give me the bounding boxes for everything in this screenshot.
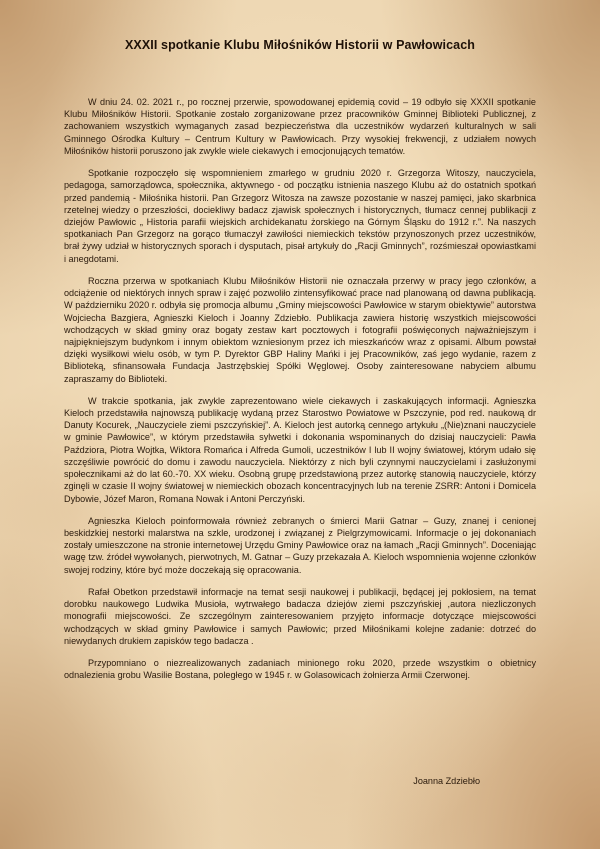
- paragraph: Agnieszka Kieloch poinformowała również zebranych o śmierci Marii Gatnar – Guzy, znanej i cenionej beskidzkiej nestorki malarstwa na szkle, urodzonej i związanej z Pielgrzymowicami. Informacje o jej dokonaniach zostały umieszczone na stronie internetowej Urzędu Gminy Pawłowice oraz na łamach „Racji Gminnych”. Doceniając wagę tzw. źródeł wywołanych, pierwotnych, M. Gatnar – Guzy przekazała A. Kieloch wspomnienia wojenne członków swojej rodziny, które być może doczekają się opracowania.: [64, 515, 536, 575]
- paragraph: Rafał Obetkon przedstawił informacje na temat sesji naukowej i publikacji, będącej jej pokłosiem, na temat dorobku naukowego Ludwika Musioła, wytrwałego badacza dziejów ziemi pszczyńskiej ,autora niezliczonych monografii miejscowości. Ze szczególnym zainteresowaniem przyjęto informacje dotyczące miejscowości wchodzących w skład gminy Pawłowice i samych Pawłowic; przed Miłośnikami kolejne zadanie: dotrzeć do niewydanych drukiem zapisków tego badacza .: [64, 586, 536, 646]
- paragraph: Przypomniano o niezrealizowanych zadaniach minionego roku 2020, przede wszystkim o obietnicy odnalezienia grobu Wasilie Bostana, poległego w 1945 r. w Golasowicach żołnierza Armii Czerwonej.: [64, 657, 536, 681]
- paragraph: W trakcie spotkania, jak zwykle zaprezentowano wiele ciekawych i zaskakujących informacji. Agnieszka Kieloch przedstawiła najnowszą publikację wydaną przez Starostwo Powiatowe w Pszczynie, pod red. naukową dr Danuty Kocurek, „Nauczyciele ziemi pszczyńskiej”. A. Kieloch jest autorką cennego artykułu „(Nie)znani nauczyciele w gminie Pawłowice”, w którym przedstawiła sylwetki i dokonania wspominanych do dzisiaj nauczycieli: Pawła Paździora, Piotra Wojtka, Wiktora Romańca i Alfreda Gumoli, uczestników I lub II wojny światowej, którym udało się szczęśliwie powrócić do domu i zawodu nauczyciela. Niektórzy z nich byli czynnymi nauczycielami i zasłużonymi społecznikami aż do lat 60.-70. XX wieku. Osobną grupę przedstawioną przez autorkę stanowią nauczyciele, którzy zginęli w czasie II wojny światowej w niemieckich obozach koncentracyjnych lub na terenie ZSRR: Antoni i Domicela Dybowie, Józef Maron, Romana Nowak i Antoni Perczyński.: [64, 395, 536, 504]
- paragraph: W dniu 24. 02. 2021 r., po rocznej przerwie, spowodowanej epidemią covid – 19 odbyło się XXXII spotkanie Klubu Miłośników Historii. Spotkanie zostało zorganizowane przez pracowników Gminnej Biblioteki Publicznej, z zachowaniem wszystkich wymaganych zasad bezpieczeństwa dla uczestników wydarzeń kulturalnych w sali Gminnego Ośrodka Kultury – Centrum Kultury w Pawłowicach. Przy wysokiej frekwencji, z udziałem nowych Miłośników historii poruszono jak zwykle wiele ciekawych i emocjonujących tematów.: [64, 97, 536, 156]
- document-title: XXXII spotkanie Klubu Miłośników Historii w Pawłowicach: [124, 38, 475, 52]
- author-signature: Joanna Zdziebło: [413, 776, 480, 786]
- paragraph: Spotkanie rozpoczęło się wspomnieniem zmarłego w grudniu 2020 r. Grzegorza Witoszy, nauczyciela, pedagoga, samorządowca, społecznika, aktywnego - od początku istnienia naszego Klubu aż do ostatnich spotkań przed pandemią - Miłośnika historii. Pan Grzegorz Witosza na zawsze pozostanie w naszej pamięci, jako skarbnica rzetelnej wiedzy o przeszłości, dociekliwy badacz zjawisk społecznych i historycznych, tłumacz cennej publikacji z dziejów Pawłowic „ Historia parafii wiejskich archidekanatu żorskiego na Górnym Śląsku do 1912 r.”. Na naszych spotkaniach Pan Grzegorz na gorąco tłumaczył zawiłości niemieckich tekstów przynoszonych przez uczestników, brał żywy udział w historycznych sporach i dysputach, pisał artykuły do „Racji Gminnych”, rozśmieszał opowiastkami i anegdotami.: [64, 168, 536, 264]
- document-body: [64, 96, 536, 691]
- paragraph: Roczna przerwa w spotkaniach Klubu Miłośników Historii nie oznaczała przerwy w pracy jego członków, a odciążenie od niektórych innych spraw i zajęć pozwoliło zintensyfikować prace nad planowaną od dawna publikacją. W październiku 2020 r. odbyła się promocja albumu „Gminy miejscowości Pawłowice w starym obiektywie” autorstwa Wojciecha Bazgiera, Agnieszki Kieloch i Joanny Zdziebło. Publikacja zawiera historię wszystkich miejscowości wchodzących w skład gminy oraz bogaty zestaw kart pocztowych i fotografii poświęconych najważniejszym i najpiękniejszym budynkom i innym obiektom wzniesionym przez ich mieszkańców wraz z opisami. Album powstał dzięki wysiłkowi wielu osób, w tym P. Dyrektor GBP Haliny Mańki i jej Pracowników, zaś jego wydanie, razem z Biblioteką, sfinansowała Fundacja Jastrzębskiej Spółki Węglowej. Osoby zainteresowane nabyciem albumu zapraszamy do Biblioteki.: [64, 275, 536, 384]
